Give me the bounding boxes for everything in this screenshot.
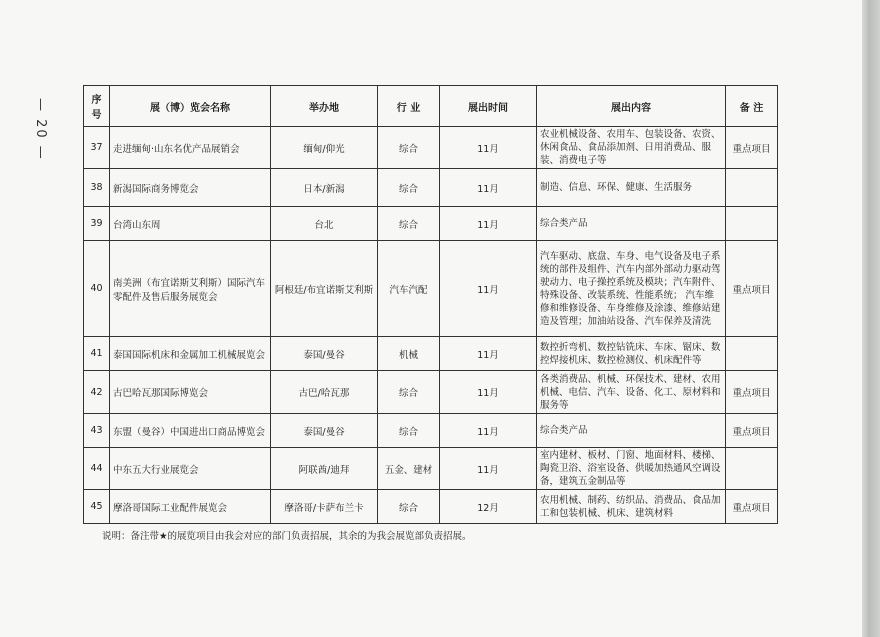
- cell-time: 12月: [440, 490, 537, 524]
- cell-no: 44: [84, 448, 110, 490]
- table-row: [84, 169, 778, 207]
- cell-venue: 日本/新潟: [271, 169, 378, 207]
- cell-industry: 汽车汽配: [378, 241, 440, 337]
- cell-industry: 综合: [378, 127, 440, 169]
- cell-remark: [726, 448, 778, 490]
- cell-content: 农业机械设备、农用车、包装设备、农资、休闲食品、食品添加剂、日用消费品、服装、消费电子等: [537, 127, 726, 169]
- cell-name: 中东五大行业展览会: [110, 448, 271, 490]
- table-row: [84, 490, 778, 524]
- header-remark: 备 注: [726, 86, 778, 127]
- cell-remark: 重点项目: [726, 490, 778, 524]
- cell-remark: [726, 207, 778, 241]
- cell-no: 38: [84, 169, 110, 207]
- scan-edge: [862, 0, 880, 637]
- header-industry: 行 业: [378, 86, 440, 127]
- cell-content: 汽车驱动、底盘、车身、电气设备及电子系统的部件及组件、汽车内部外部动力驱动驾驶动力、电子操控系统及模块；汽车附件、特殊设备、改装系统、性能系统； 汽车维修和维修设备、车身维修及涂漆、维修站建造及管理；加油站设备、汽车保养及清洗: [537, 241, 726, 337]
- cell-time: 11月: [440, 241, 537, 337]
- footnote: 说明：备注带★的展览项目由我会对应的部门负责招展，其余的为我会展览部负责招展。: [102, 531, 472, 542]
- cell-remark: 重点项目: [726, 414, 778, 448]
- table-row: [84, 207, 778, 241]
- cell-no: 42: [84, 371, 110, 414]
- cell-content: 综合类产品: [537, 414, 726, 448]
- cell-content: 室内建材、板材、门窗、地面材料、楼梯、陶瓷卫浴、浴室设备、供暖加热通风空调设备，建筑五金制品等: [537, 448, 726, 490]
- cell-industry: 综合: [378, 207, 440, 241]
- cell-time: 11月: [440, 448, 537, 490]
- cell-remark: [726, 169, 778, 207]
- header-name: 展（博）览会名称: [110, 86, 271, 127]
- cell-time: 11月: [440, 371, 537, 414]
- cell-industry: 综合: [378, 414, 440, 448]
- exhibition-table: [83, 85, 778, 524]
- table-row: [84, 337, 778, 371]
- cell-name: 南美洲（布宜诺斯艾利斯）国际汽车零配件及售后服务展览会: [110, 241, 271, 337]
- cell-content: 数控折弯机、数控钻铣床、车床、锯床、数控焊接机床、数控检测仪、机床配件等: [537, 337, 726, 371]
- cell-venue: 阿联酋/迪拜: [271, 448, 378, 490]
- cell-no: 41: [84, 337, 110, 371]
- cell-industry: 综合: [378, 371, 440, 414]
- cell-venue: 古巴/哈瓦那: [271, 371, 378, 414]
- cell-time: 11月: [440, 207, 537, 241]
- table-header-row: [84, 86, 778, 127]
- cell-time: 11月: [440, 414, 537, 448]
- cell-venue: 摩洛哥/卡萨布兰卡: [271, 490, 378, 524]
- cell-name: 台湾山东周: [110, 207, 271, 241]
- cell-time: 11月: [440, 127, 537, 169]
- header-venue: 举办地: [271, 86, 378, 127]
- cell-name: 古巴哈瓦那国际博览会: [110, 371, 271, 414]
- cell-no: 45: [84, 490, 110, 524]
- table-row: [84, 371, 778, 414]
- header-no: 序号: [84, 86, 110, 127]
- header-content: 展出内容: [537, 86, 726, 127]
- cell-name: 泰国国际机床和金属加工机械展览会: [110, 337, 271, 371]
- cell-venue: 泰国/曼谷: [271, 414, 378, 448]
- cell-remark: 重点项目: [726, 241, 778, 337]
- cell-industry: 五金、建材: [378, 448, 440, 490]
- page-number: — 20 —: [33, 98, 48, 161]
- cell-venue: 阿根廷/布宜诺斯艾利斯: [271, 241, 378, 337]
- table-row: [84, 241, 778, 337]
- cell-content: 综合类产品: [537, 207, 726, 241]
- cell-name: 新潟国际商务博览会: [110, 169, 271, 207]
- table-row: [84, 127, 778, 169]
- cell-name: 东盟（曼谷）中国进出口商品博览会: [110, 414, 271, 448]
- table-row: [84, 414, 778, 448]
- cell-no: 43: [84, 414, 110, 448]
- cell-industry: 综合: [378, 490, 440, 524]
- cell-no: 37: [84, 127, 110, 169]
- cell-remark: [726, 337, 778, 371]
- cell-name: 摩洛哥国际工业配件展览会: [110, 490, 271, 524]
- cell-content: 制造、信息、环保、健康、生活服务: [537, 169, 726, 207]
- cell-venue: 缅甸/仰光: [271, 127, 378, 169]
- cell-remark: 重点项目: [726, 127, 778, 169]
- cell-industry: 机械: [378, 337, 440, 371]
- cell-time: 11月: [440, 337, 537, 371]
- cell-venue: 泰国/曼谷: [271, 337, 378, 371]
- cell-no: 39: [84, 207, 110, 241]
- cell-remark: 重点项目: [726, 371, 778, 414]
- header-time: 展出时间: [440, 86, 537, 127]
- cell-time: 11月: [440, 169, 537, 207]
- cell-no: 40: [84, 241, 110, 337]
- cell-content: 农用机械、制药、纺织品、消费品、食品加工和包装机械、机床、建筑材料: [537, 490, 726, 524]
- cell-content: 各类消费品、机械、环保技术、建材、农用机械、电信、汽车、设备、化工、原材料和服务等: [537, 371, 726, 414]
- cell-venue: 台北: [271, 207, 378, 241]
- cell-name: 走进缅甸·山东名优产品展销会: [110, 127, 271, 169]
- cell-industry: 综合: [378, 169, 440, 207]
- table-row: [84, 448, 778, 490]
